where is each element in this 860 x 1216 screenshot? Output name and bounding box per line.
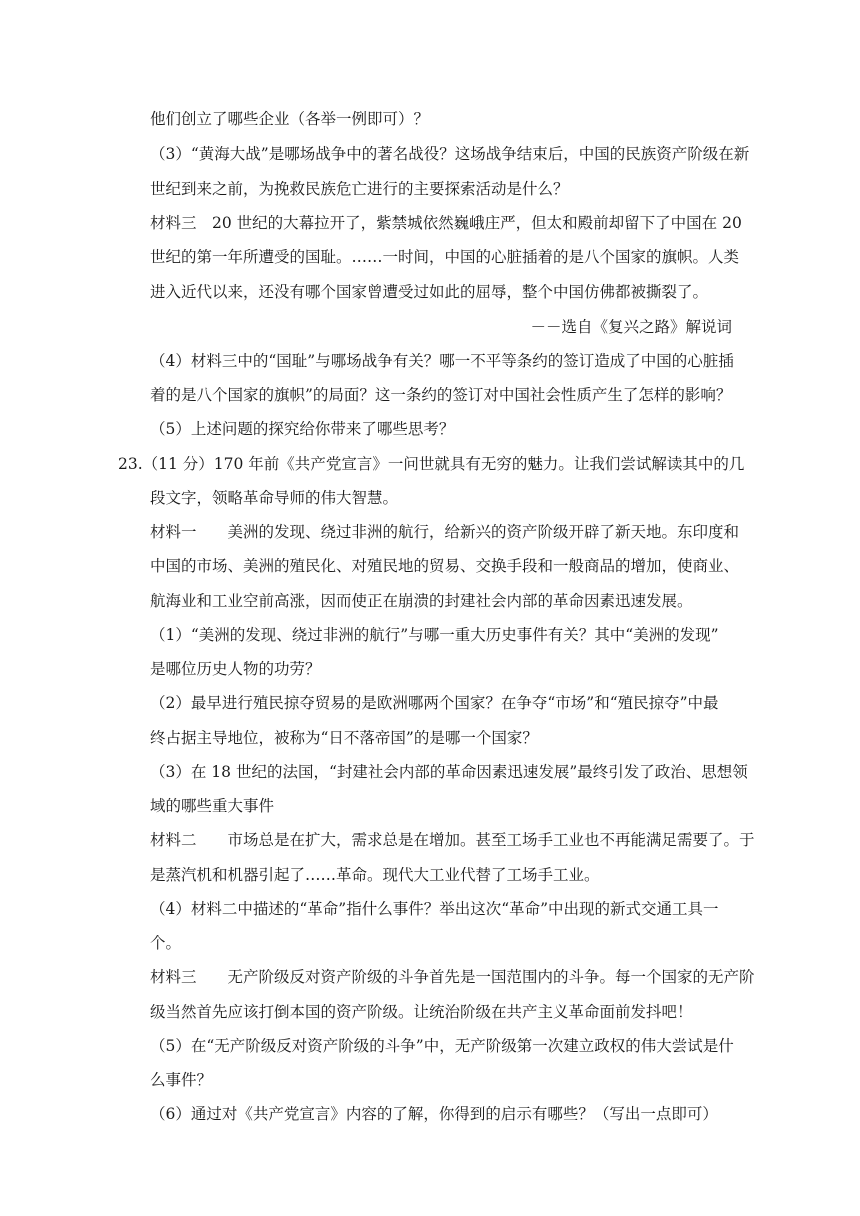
text-line: 世纪到来之前，为挽救民族危亡进行的主要探索活动是什么？ xyxy=(150,180,569,198)
text-line: 世纪的第一年所遭受的国耻。……一时间，中国的心脏插着的是八个国家的旗帜。人类 xyxy=(150,248,740,266)
question-3b: （3）在 18 世纪的法国，“封建社会内部的革命因素迅速发展”最终引发了政治、思想领 xyxy=(150,763,748,781)
question-4: （4）材料三中的“国耻”与哪场战争有关？哪一不平等条约的签订造成了中国的心脏插 xyxy=(150,352,734,370)
question-5: （5）上述问题的探究给你带来了哪些思考？ xyxy=(150,420,455,438)
text-line: 段文字，领略革命导师的伟大智慧。 xyxy=(150,489,399,507)
material-1-label: 材料一 美洲的发现、绕过非洲的航行，给新兴的资产阶级开辟了新天地。东印度和 xyxy=(150,523,740,541)
text-line: 终占据主导地位，被称为“日不落帝国”的是哪一个国家？ xyxy=(150,729,538,747)
text-line: 域的哪些重大事件 xyxy=(150,797,275,815)
source-citation: －－选自《复兴之路》解说词 xyxy=(530,318,732,336)
question-3: （3）“黄海大战”是哪场战争中的著名战役？这场战争结束后，中国的民族资产阶级在新 xyxy=(150,145,750,163)
material-2-label: 材料二 市场总是在扩大，需求总是在增加。甚至工场手工业也不再能满足需要了。于 xyxy=(150,831,755,849)
question-1: （1）“美洲的发现、绕过非洲的航行”与哪一重大历史事件有关？其中“美洲的发现” xyxy=(150,626,719,644)
text-line: 是哪位历史人物的功劳？ xyxy=(150,660,321,678)
text-line: 他们创立了哪些企业（各举一例即可）？ xyxy=(150,110,430,128)
text-line: 中国的市场、美洲的殖民化、对殖民地的贸易、交换手段和一般商品的增加，使商业、 xyxy=(150,557,740,575)
question-4b: （4）材料二中描述的“革命”指什么事件？举出这次“革命”中出现的新式交通工具一 xyxy=(150,900,719,918)
text-line: 是蒸汽机和机器引起了……革命。现代大工业代替了工场手工业。 xyxy=(150,866,600,884)
material-3b-label: 材料三 无产阶级反对资产阶级的斗争首先是一国范围内的斗争。每一个国家的无产阶 xyxy=(150,968,755,986)
text-line: 级当然首先应该打倒本国的资产阶级。让统治阶级在共产主义革命面前发抖吧！ xyxy=(150,1003,693,1021)
text-line: 个。 xyxy=(150,934,182,952)
text-line: 进入近代以来，还没有哪个国家曾遭受过如此的屈辱，整个中国仿佛都被撕裂了。 xyxy=(150,283,709,301)
text-line: 着的是八个国家的旗帜”的局面？这一条约的签订对中国社会性质产生了怎样的影响？ xyxy=(150,386,732,404)
text-line: 航海业和工业空前高涨，因而使正在崩溃的封建社会内部的革命因素迅速发展。 xyxy=(150,592,693,610)
question-5b: （5）在“无产阶级反对资产阶级的斗争”中，无产阶级第一次建立政权的伟大尝试是什 xyxy=(150,1037,734,1055)
question-6: （6）通过对《共产党宣言》内容的了解，你得到的启示有哪些？（写出一点即可） xyxy=(150,1105,718,1123)
question-23-header: 23.（11 分）170 年前《共产党宣言》一问世就具有无穷的魅力。让我们尝试解读其中的几 xyxy=(118,455,745,473)
question-2: （2）最早进行殖民掠夺贸易的是欧洲哪两个国家？在争夺“市场”和“殖民掠夺”中最 xyxy=(150,694,719,712)
material-3-label: 材料三 20 世纪的大幕拉开了，紫禁城依然巍峨庄严，但太和殿前却留下了中国在 20 xyxy=(150,214,742,232)
text-line: 么事件？ xyxy=(150,1071,213,1089)
